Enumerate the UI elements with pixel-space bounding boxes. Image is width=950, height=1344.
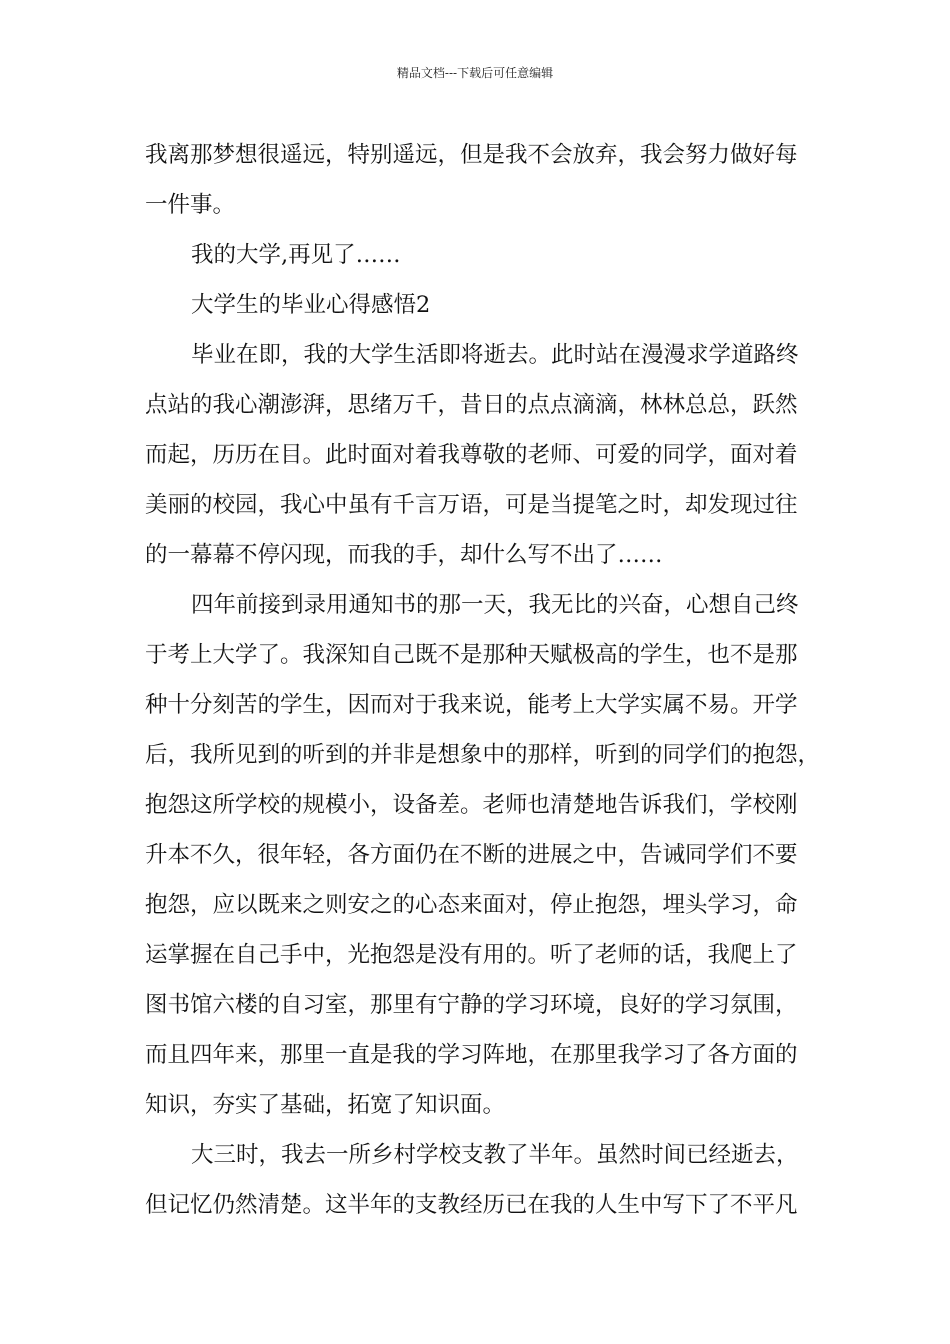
text-line: 点站的我心潮澎湃，思绪万千，昔日的点点滴滴，林林总总，跃然: [145, 392, 798, 418]
text-line: 大三时，我去一所乡村学校支教了半年。虽然时间已经逝去，: [191, 1142, 799, 1168]
text-line: 种十分刻苦的学生，因而对于我来说，能考上大学实属不易。开学: [145, 692, 798, 718]
text-line: 知识，夯实了基础，拓宽了知识面。: [145, 1092, 506, 1118]
text-line: 运掌握在自己手中，光抱怨是没有用的。听了老师的话，我爬上了: [145, 942, 798, 968]
text-line: 抱怨，应以既来之则安之的心态来面对，停止抱怨，埋头学习，命: [145, 892, 798, 918]
text-line: 毕业在即，我的大学生活即将逝去。此时站在漫漫求学道路终: [191, 342, 799, 368]
text-line: 的一幕幕不停闪现，而我的手，却什么写不出了……: [145, 542, 663, 568]
text-line: 一件事。: [145, 192, 236, 218]
page-header: 精品文档---下载后可任意编辑: [396, 66, 554, 80]
text-line: 但记忆仍然清楚。这半年的支教经历已在我的人生中写下了不平凡: [145, 1192, 798, 1218]
text-line: 我离那梦想很遥远，特别遥远，但是我不会放弃，我会努力做好每: [145, 142, 798, 168]
text-line: 美丽的校园，我心中虽有千言万语，可是当提笔之时，却发现过往: [145, 492, 798, 518]
text-line: 图书馆六楼的自习室，那里有宁静的学习环境，良好的学习氛围，: [145, 992, 798, 1018]
text-line: 后，我所见到的听到的并非是想象中的那样，听到的同学们的抱怨，: [145, 742, 821, 768]
document-body: [145, 130, 835, 1230]
section-heading: 大学生的毕业心得感悟2: [191, 292, 431, 318]
text-line: 而且四年来，那里一直是我的学习阵地，在那里我学习了各方面的: [145, 1042, 798, 1068]
text-line: 四年前接到录用通知书的那一天，我无比的兴奋，心想自己终: [191, 592, 799, 618]
text-line: 升本不久，很年轻，各方面仍在不断的进展之中，告诫同学们不要: [145, 842, 798, 868]
text-line: 我的大学,再见了……: [191, 242, 401, 268]
text-line: 于考上大学了。我深知自己既不是那种天赋极高的学生，也不是那: [145, 642, 798, 668]
text-line: 而起，历历在目。此时面对着我尊敬的老师、可爱的同学，面对着: [145, 442, 798, 468]
text-line: 抱怨这所学校的规模小，设备差。老师也清楚地告诉我们，学校刚: [145, 792, 798, 818]
